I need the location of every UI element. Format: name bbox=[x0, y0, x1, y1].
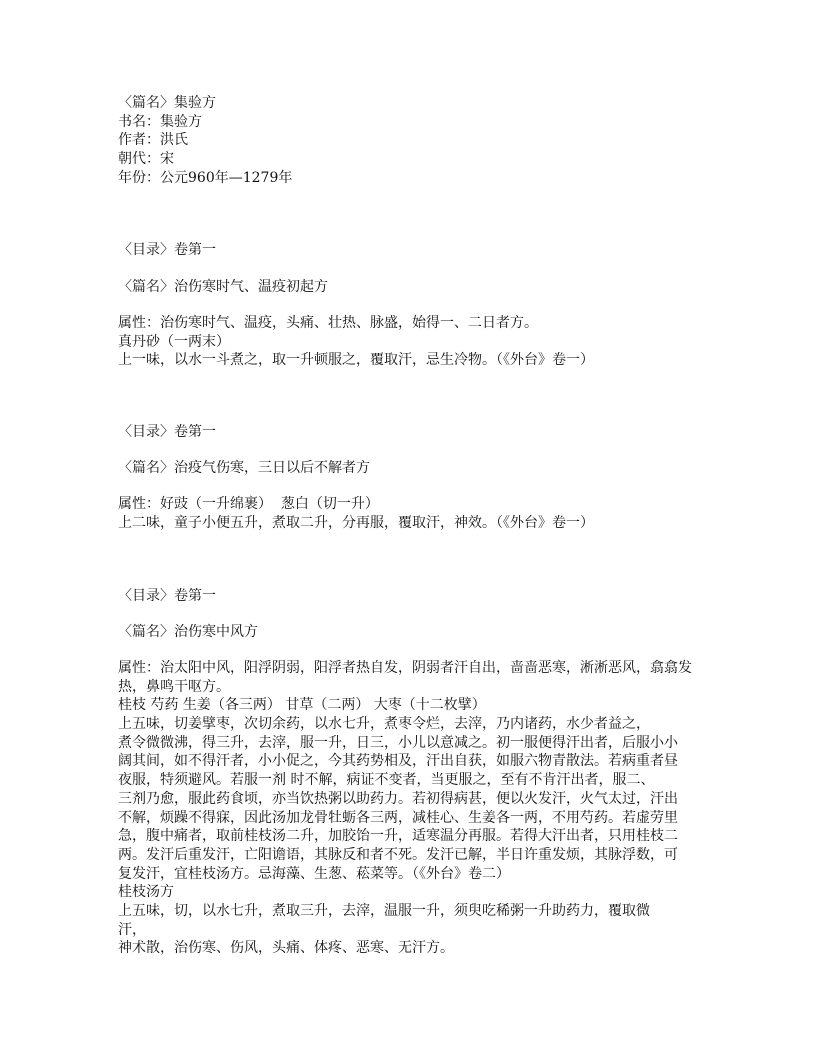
text-line: 书名：集验方 bbox=[118, 113, 202, 130]
text-line: 上一味，以水一斗煮之，取一升顿服之，覆取汗，忌生冷物。（《外台》卷一） bbox=[118, 352, 594, 369]
text-line: 上五味，切，以水七升，煮取三升，去滓，温服一升，须臾吃稀粥一升助药力，覆取微 bbox=[118, 902, 650, 919]
text-block-chapter-1-body bbox=[118, 314, 718, 370]
text-line: 复发汗，宜桂枝汤方。忌海藻、生葱、菘菜等。（《外台》卷二） bbox=[118, 865, 510, 882]
text-line: 上五味，切姜擘枣，次切余药，以水七升，煮枣令烂，去滓，乃内诸药，水少者益之， bbox=[118, 716, 650, 733]
text-line: 三剂乃愈，服此药食顷，亦当饮热粥以助药力。若初得病甚，便以火发汗，火气太过，汗出 bbox=[118, 790, 678, 807]
text-line: 桂枝汤方 bbox=[118, 884, 174, 901]
text-line: 煮令微微沸，得三升，去滓，服一升，日三，小儿以意减之。初一服便得汗出者，后服小小 bbox=[118, 734, 678, 751]
text-line: 朝代：宋 bbox=[118, 151, 174, 168]
text-line: 属性：治太阳中风，阳浮阴弱，阳浮者热自发，阴弱者汗自出，啬啬恶寒，淅淅恶风，翕翕发 bbox=[118, 660, 692, 676]
text-line: 〈篇名〉治伤寒时气、温疫初起方 bbox=[118, 279, 328, 295]
text-line: 阔其间，如不得汗者，小小促之，今其药势相及，汗出自获，如服六物青散法。若病重者昼 bbox=[118, 753, 678, 770]
text-line: 夜服，特须避风。若服一剂 时不解，病证不变者，当更服之，至有不肯汗出者，服二、 bbox=[118, 772, 655, 789]
text-line: 急，腹中痛者，取前桂枝汤二升，加胶饴一升，适寒温分再服。若得大汗出者，只用桂枝二 bbox=[118, 828, 678, 845]
text-line: 两。发汗后重发汗，亡阳谵语，其脉反和者不死。发汗已解，半日许重发烦，其脉浮数，可 bbox=[118, 846, 678, 863]
text-line: 〈目录〉卷第一 bbox=[118, 424, 216, 440]
text-block-toc-1 bbox=[118, 241, 718, 260]
text-line: 汗， bbox=[118, 921, 146, 938]
text-block-chapter-2-title bbox=[118, 459, 718, 478]
text-block-book-info bbox=[118, 94, 718, 187]
text-line: 桂枝 芍药 生姜（各三两） 甘草（二两） 大枣（十二枚擘） bbox=[118, 697, 486, 714]
text-block-toc-3 bbox=[118, 587, 718, 606]
text-block-chapter-3-title bbox=[118, 623, 718, 642]
text-line: 年份：公元960年—1279年 bbox=[118, 169, 293, 186]
text-block-chapter-3-body bbox=[118, 659, 718, 958]
text-line: 〈篇名〉治伤寒中风方 bbox=[118, 624, 258, 640]
text-line: 属性：治伤寒时气、温疫，头痛、壮热、脉盛，始得一、二日者方。 bbox=[118, 315, 538, 331]
text-line: 〈目录〉卷第一 bbox=[118, 242, 216, 258]
text-block-toc-2 bbox=[118, 423, 718, 442]
text-block-chapter-2-body bbox=[118, 495, 718, 532]
text-line: 不解，烦躁不得寐，因此汤加龙骨牡蛎各三两，减桂心、生姜各一两，不用芍药。若虚劳里 bbox=[118, 809, 678, 826]
text-line: 属性：好豉（一升绵裹） 葱白（切一升） bbox=[118, 496, 379, 512]
text-line: 神术散，治伤寒、伤风，头痛、体疼、恶寒、无汗方。 bbox=[118, 940, 454, 957]
text-line: 真丹砂（一两末） bbox=[118, 333, 230, 350]
text-line: 〈篇名〉治疫气伤寒，三日以后不解者方 bbox=[118, 460, 370, 476]
text-line: 上二味，童子小便五升，煮取二升，分再服，覆取汗，神效。（《外台》卷一） bbox=[118, 514, 594, 531]
text-block-chapter-1-title bbox=[118, 278, 718, 297]
text-line: 作者：洪氏 bbox=[118, 132, 188, 149]
text-line: 热，鼻鸣干呕方。 bbox=[118, 678, 230, 695]
text-line: 〈目录〉卷第一 bbox=[118, 588, 216, 604]
text-line: 〈篇名〉集验方 bbox=[118, 95, 216, 111]
